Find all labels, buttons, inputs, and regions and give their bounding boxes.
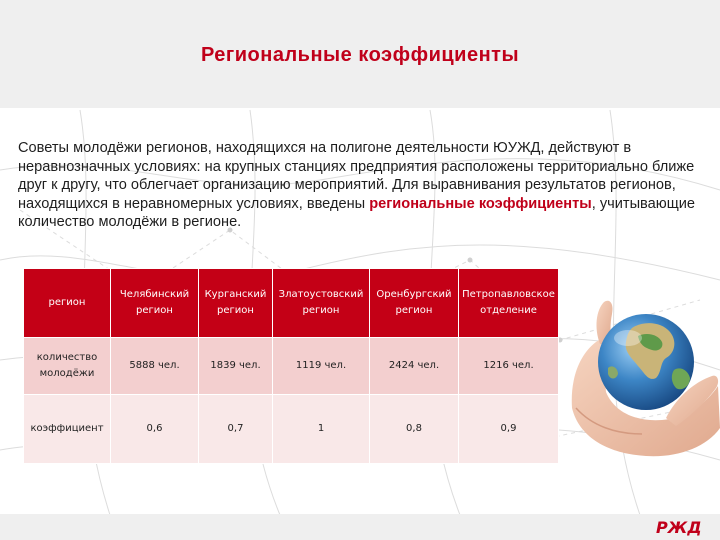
table-cell: 5888 чел. xyxy=(111,338,199,395)
table-cell: 0,9 xyxy=(459,395,559,464)
intro-text-end: , учитывающие количество молодёжи в регионе. xyxy=(18,195,695,231)
header-cell: Златоустовский регион xyxy=(273,269,370,338)
row-label: количество молодёжи xyxy=(24,338,111,395)
table-cell: 1216 чел. xyxy=(459,338,559,395)
table-cell: 0,6 xyxy=(111,395,199,464)
table-header-row xyxy=(24,269,559,338)
header-cell: Курганский регион xyxy=(199,269,273,338)
header-region-label: регион xyxy=(24,269,111,338)
table-cell: 1 xyxy=(273,395,370,464)
header-cell: Челябинский регион xyxy=(111,269,199,338)
globe-in-hands-image xyxy=(566,258,720,462)
row-label: коэффициент xyxy=(24,395,111,464)
coefficients-table xyxy=(23,268,559,464)
header-cell: Петропавловское отделение xyxy=(459,269,559,338)
table-row xyxy=(24,338,559,395)
table-cell: 0,8 xyxy=(370,395,459,464)
table-row xyxy=(24,395,559,464)
table-cell: 2424 чел. xyxy=(370,338,459,395)
svg-text:РЖД: РЖД xyxy=(656,518,702,537)
intro-text: Советы молодёжи регионов, находящихся на полигоне деятельности ЮУЖД, действуют в неравнозначных условиях: на крупных станциях предприятия расположены территориально ближе друг к другу, что облегчает организацию мероприятий. Для выравнивания результатов регионов, находящихся в неравномерных условиях, введены xyxy=(18,140,695,212)
table-cell: 0,7 xyxy=(199,395,273,464)
intro-highlight: региональные коэффициенты xyxy=(369,195,592,212)
intro-paragraph xyxy=(18,139,708,232)
rzd-logo-icon xyxy=(655,517,702,537)
footer-band xyxy=(0,514,720,540)
table-cell: 1119 чел. xyxy=(273,338,370,395)
header-cell: Оренбургский регион xyxy=(370,269,459,338)
table-cell: 1839 чел. xyxy=(199,338,273,395)
slide-title: Региональные коэффициенты xyxy=(200,44,520,66)
